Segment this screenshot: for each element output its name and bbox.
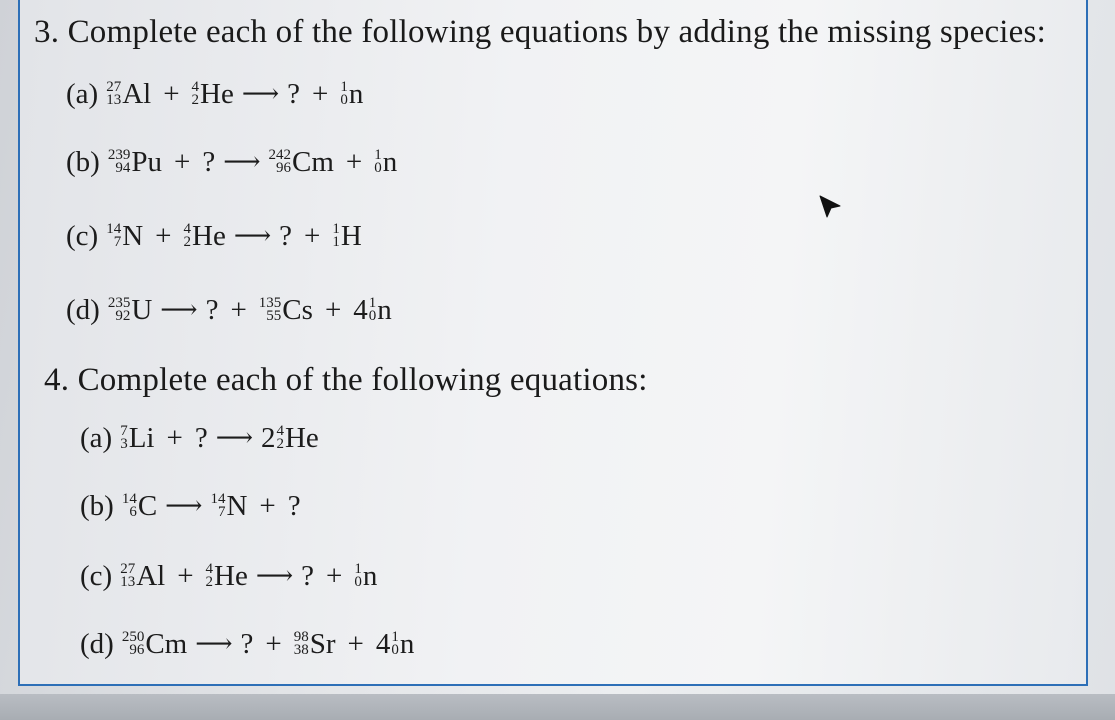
nuclide-product-2: 1 0 n <box>374 145 398 178</box>
nuclide-reactant-1: 27 13 Al <box>106 77 152 110</box>
plus-sign: + <box>177 559 194 592</box>
nuclide-reactant-1: 14 7 N <box>106 219 144 252</box>
question-4-heading: 4. Complete each of the following equations: <box>44 362 648 398</box>
q4-c-equation <box>80 556 377 596</box>
reaction-arrow: ⟶ <box>160 295 198 324</box>
plus-sign: + <box>163 77 180 110</box>
missing-species: ? <box>287 489 301 522</box>
q4-b-equation <box>80 486 301 526</box>
nuclide-reactant-2: 4 2 He <box>205 559 248 592</box>
nuclide-reactant-1: 27 13 Al <box>120 559 166 592</box>
nuclide-product-3: 4 1 0 n <box>353 293 392 326</box>
missing-species: ? <box>240 627 254 660</box>
q3-c-equation <box>66 216 362 256</box>
item-label: (b) <box>80 489 114 522</box>
nuclide-product-1: 14 7 N <box>210 489 248 522</box>
bottom-shadow-band <box>0 694 1115 720</box>
q3-b-equation <box>66 142 397 182</box>
item-label: (d) <box>80 627 114 660</box>
item-label: (b) <box>66 145 100 178</box>
nuclide-reactant-1: 239 94 Pu <box>107 145 162 178</box>
plus-sign: + <box>230 293 247 326</box>
reaction-arrow: ⟶ <box>255 561 294 590</box>
nuclide-reactant-1: 250 96 Cm <box>121 627 188 660</box>
arrow-pointer-icon <box>818 194 842 220</box>
q3-a-equation <box>66 74 363 114</box>
reaction-arrow: ⟶ <box>241 79 280 108</box>
plus-sign: + <box>326 559 343 592</box>
missing-species: ? <box>301 559 315 592</box>
item-label: (a) <box>66 77 99 110</box>
q4-a-equation <box>80 418 319 458</box>
plus-sign: + <box>259 489 276 522</box>
reaction-arrow: ⟶ <box>223 147 261 176</box>
plus-sign: + <box>347 627 364 660</box>
reaction-arrow: ⟶ <box>215 423 253 452</box>
missing-species: ? <box>205 293 219 326</box>
plus-sign: + <box>303 219 321 252</box>
nuclide-product-1: 242 96 Cm <box>268 145 334 178</box>
nuclide-product-3: 4 1 0 n <box>375 627 415 660</box>
plus-sign: + <box>166 421 183 454</box>
nuclide-reactant-2: 4 2 He <box>183 219 226 252</box>
nuclide-product-2: 135 55 Cs <box>258 293 313 326</box>
nuclide-reactant-2: 4 2 He <box>191 77 234 110</box>
plus-sign: + <box>324 293 342 326</box>
missing-species: ? <box>194 421 208 454</box>
reaction-arrow: ⟶ <box>195 629 233 658</box>
missing-species: ? <box>279 219 292 252</box>
item-label: (c) <box>80 559 113 592</box>
item-label: (c) <box>66 219 99 252</box>
nuclide-reactant-1: 235 92 U <box>107 293 153 326</box>
nuclide-product-2: 98 38 Sr <box>293 627 336 660</box>
nuclide-product-2: 1 0 n <box>354 559 378 592</box>
q4-d-equation <box>80 624 414 664</box>
nuclide-product-1: 2 4 2 He <box>260 421 319 454</box>
reaction-arrow: ⟶ <box>165 491 203 520</box>
nuclide-product-2: 1 0 n <box>340 77 364 110</box>
missing-species: ? <box>287 77 301 110</box>
plus-sign: + <box>155 219 172 252</box>
item-label: (d) <box>66 293 100 326</box>
reaction-arrow: ⟶ <box>233 221 272 250</box>
item-label: (a) <box>80 421 113 454</box>
plus-sign: + <box>345 145 363 178</box>
nuclide-reactant-1: 7 3 Li <box>120 421 155 454</box>
plus-sign: + <box>173 145 191 178</box>
question-3-heading: 3. Complete each of the following equations by adding the missing species: <box>34 14 1046 50</box>
nuclide-reactant-1: 14 6 C <box>121 489 158 522</box>
plus-sign: + <box>265 627 282 660</box>
plus-sign: + <box>312 77 329 110</box>
missing-species: ? <box>202 145 216 178</box>
q3-d-equation <box>66 290 392 330</box>
nuclide-product-2: 1 1 H <box>332 219 362 252</box>
